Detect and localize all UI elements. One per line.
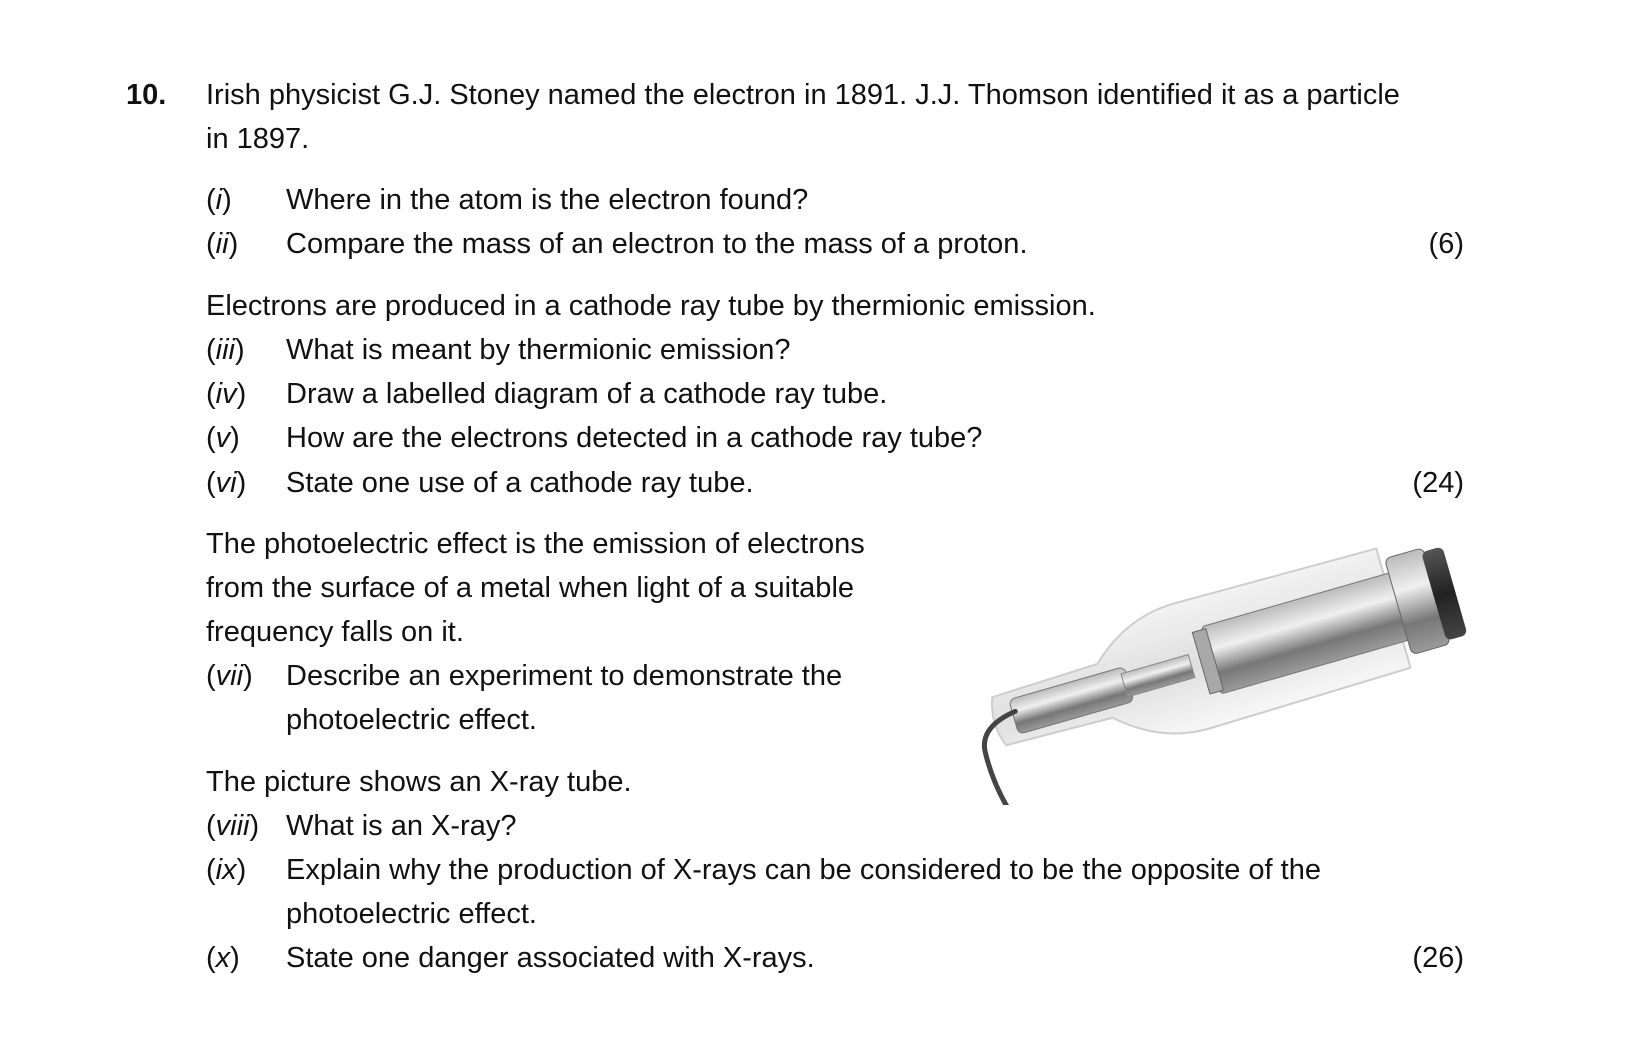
item-viii-text: What is an X-ray? [286, 810, 517, 842]
item-iii-label: (iii) [206, 334, 245, 366]
item-ix-label: (ix) [206, 854, 247, 886]
item-i-text: Where in the atom is the electron found? [286, 184, 809, 216]
question-intro-line1: Irish physicist G.J. Stoney named the electron in 1891. J.J. Thomson identified it as a particle [206, 79, 1400, 111]
marks-part1: (6) [1428, 228, 1464, 260]
item-vii-text-line1: Describe an experiment to demonstrate the [286, 660, 843, 692]
question-intro-line2: in 1897. [206, 123, 310, 155]
item-i-label: (i) [206, 184, 232, 216]
item-viii-label: (viii) [206, 810, 260, 842]
xray-tube-image [950, 505, 1510, 805]
item-vii-text-line2: photoelectric effect. [286, 704, 537, 736]
item-vi-text: State one use of a cathode ray tube. [286, 467, 754, 499]
item-x-label: (x) [206, 942, 240, 974]
item-vii-label: (vii) [206, 660, 253, 692]
item-ix-text-line1: Explain why the production of X-rays can be considered to be the opposite of the [286, 854, 1321, 886]
item-iv-label: (iv) [206, 378, 247, 410]
question-number: 10. [126, 79, 167, 111]
picture-intro: The picture shows an X-ray tube. [206, 766, 632, 798]
item-ii-text: Compare the mass of an electron to the mass of a proton. [286, 228, 1028, 260]
photoelectric-intro-line1: The photoelectric effect is the emission of electrons [206, 528, 865, 560]
item-iv-text: Draw a labelled diagram of a cathode ray tube. [286, 378, 888, 410]
item-iii-text: What is meant by thermionic emission? [286, 334, 791, 366]
item-x-text: State one danger associated with X-rays. [286, 942, 815, 974]
item-v-text: How are the electrons detected in a cathode ray tube? [286, 422, 983, 454]
item-v-label: (v) [206, 422, 240, 454]
item-vi-label: (vi) [206, 467, 247, 499]
photoelectric-intro-line2: from the surface of a metal when light of a suitable [206, 572, 855, 604]
marks-part3: (26) [1412, 942, 1464, 974]
item-ix-text-line2: photoelectric effect. [286, 898, 537, 930]
marks-part2: (24) [1412, 467, 1464, 499]
item-ii-label: (ii) [206, 228, 239, 260]
photoelectric-intro-line3: frequency falls on it. [206, 616, 464, 648]
part2-intro: Electrons are produced in a cathode ray tube by thermionic emission. [206, 290, 1096, 322]
